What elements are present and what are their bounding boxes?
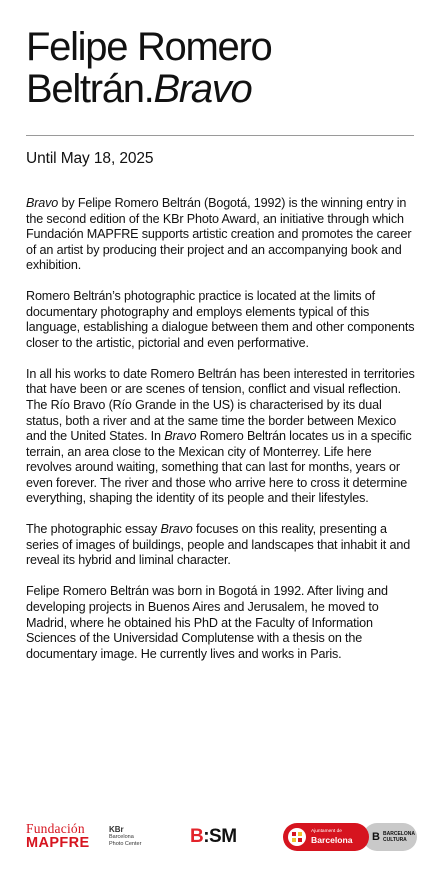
paragraph-2	[26, 289, 418, 351]
bsm-rest: :SM	[203, 826, 237, 847]
title-name-part: Beltrán.	[26, 67, 154, 111]
barcelona-cultura-pill	[363, 823, 417, 851]
description-text	[26, 196, 418, 678]
barcelona-seal-icon	[287, 827, 307, 847]
paragraph-1-italic: Bravo	[26, 196, 59, 210]
title-line-1: Felipe Romero	[26, 25, 272, 69]
paragraph-3-text-a: In all his works to date Romero Beltrán has been interested in territories that have been or are scenes of tension, conflict and visual reflection. The Río Bravo (Río Grande in the US) is characterised by its dual status, both a river and at the same time the border between Mexico and the United States. In	[26, 366, 415, 444]
paragraph-4-text-b: focuses on this reality, presenting a series of images of buildings, people and landscapes that inhabit it and reveal its hybrid and liminal character.	[26, 522, 411, 568]
paragraph-3	[26, 367, 418, 507]
paragraph-5-text: Felipe Romero Beltrán was born in Bogotá in 1992. After living and developing projects in Buenos Aires and Jerusalem, he moved to Madrid, where he obtained his PhD at the Faculty of Information Sciences of the Universidad Complutense with a thesis on the documentary image. He currently lives and works in Paris.	[26, 584, 388, 661]
kbr-subtitle-1: Barcelona	[109, 834, 134, 840]
title-italic-part: Bravo	[153, 67, 252, 111]
paragraph-5	[26, 584, 418, 662]
cultura-line-1: BARCELONA	[383, 831, 415, 837]
ajuntament-big-text: Barcelona	[311, 835, 353, 845]
bsm-logo	[190, 826, 237, 848]
title-line-2	[26, 68, 418, 110]
paragraph-4-italic: Bravo	[160, 522, 193, 537]
kbr-wordmark: KBr	[109, 825, 124, 834]
header-divider	[26, 135, 414, 136]
paragraph-3-text-b: Romero Beltrán locates us in a specific terrain, an area close to the Mexican city of Monterrey. Life here revolves around waiting, something that can last for months, years or even forever. The river and those who arrive here to cross it determine everything, shaping the identity of its people and their lifestyles.	[26, 429, 412, 506]
fundacion-wordmark: Fundación	[26, 821, 85, 836]
fundacion-mapfre-logo	[26, 822, 90, 851]
cultura-line-2: CULTURA	[383, 837, 407, 843]
kbr-subtitle-2: Photo Center	[109, 840, 142, 847]
mapfre-wordmark: MAPFRE	[26, 835, 90, 851]
paragraph-4-text-a: The photographic essay	[26, 522, 161, 537]
ajuntament-pill	[283, 823, 369, 851]
ajuntament-small-text: Ajuntament de	[311, 829, 342, 834]
sponsor-logos	[26, 820, 418, 860]
exhibition-dates: Until May 18, 2025	[26, 150, 154, 167]
paragraph-1	[26, 196, 418, 274]
paragraph-4	[26, 522, 418, 569]
bsm-letter-b: B	[190, 826, 204, 847]
ajuntament-barcelona-logo	[283, 823, 418, 853]
kbr-logo	[109, 825, 141, 847]
paragraph-2-text: Romero Beltrán’s photographic practice is located at the limits of documentary photography and employs elements typical of this language, establishing a dialogue between them and other components closer to the artistic, pictorial and even performative.	[26, 289, 415, 350]
cultura-mark: B	[372, 831, 380, 843]
page-title	[26, 26, 418, 110]
paragraph-3-italic: Bravo	[164, 429, 197, 444]
paragraph-1-text: by Felipe Romero Beltrán (Bogotá, 1992) is the winning entry in the second edition of the KBr Photo Award, an initiative through which Fundación MAPFRE supports artistic creation and promotes the career of an artist by producing their project and an accompanying book and exhibition.	[26, 196, 412, 273]
